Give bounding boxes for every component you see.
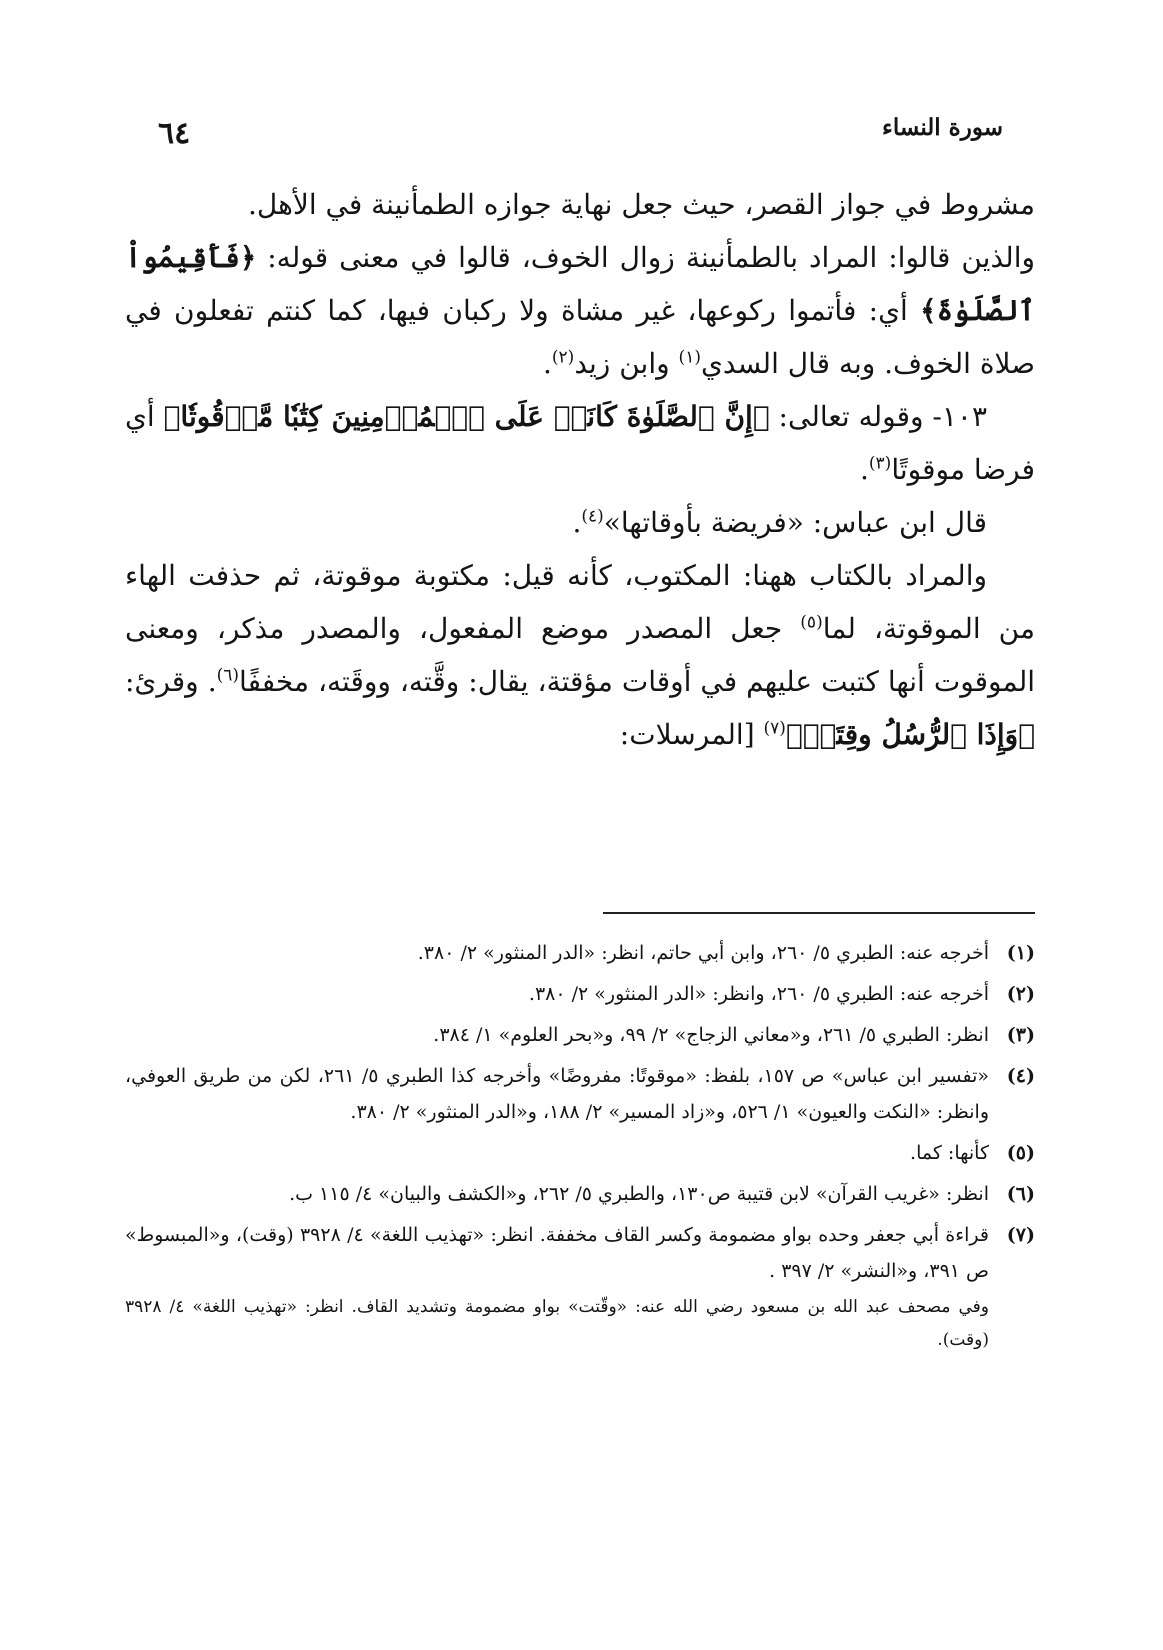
footnote-number: (٧)	[1006, 1224, 1035, 1246]
verse-number-text: ١٠٣- وقوله تعالى:	[769, 400, 987, 433]
footnote-6	[125, 1176, 1035, 1212]
paragraph-1: مشروط في جواز القصر، حيث جعل نهاية جوازه الطمأنينة في الأهل.	[248, 188, 1035, 221]
footnote-number: (٢)	[1006, 983, 1035, 1005]
text-run: جعل المصدر موضع المفعول، والمصدر مذكر، ومعنى الموقوت أنها كتبت عليهم في أوقات مؤقتة، يقال: وقَّته، ووقَته، مخففًا	[125, 612, 1036, 698]
text-run: والذين قالوا: المراد بالطمأنينة زوال الخوف، قالوا في معنى قوله:	[267, 241, 1035, 274]
quran-verse: ﴿وَإِذَا ٱلرُّسُلُ وقِتَتۡ﴾	[785, 718, 1035, 751]
footnote-ref-2[interactable]: (٢)	[551, 347, 575, 368]
footnote-text: انظر: «غريب القرآن» لابن قتيبة ص١٣٠، والطبري ٥/ ٢٦٢، و«الكشف والبيان» ٤/ ١١٥ ب.	[289, 1183, 989, 1205]
footnote-ref-7[interactable]: (٧)	[763, 718, 786, 739]
footnote-ref-4[interactable]: (٤)	[581, 506, 604, 527]
footnote-number: (٥)	[1006, 1142, 1035, 1164]
footnote-3	[125, 1017, 1035, 1053]
footnote-2	[125, 976, 1035, 1012]
text-run: .	[859, 453, 869, 486]
text-run: أي فرضا موقوتًا	[125, 400, 1035, 486]
quran-verse: ﴿فَأَقِيمُواْ ٱلصَّلَوٰةَ﴾	[125, 241, 1035, 327]
footnote-5	[125, 1135, 1035, 1171]
surah-title: سورة النساء	[882, 114, 1003, 141]
text-run: .	[572, 506, 582, 539]
footnote-text: أخرجه عنه: الطبري ٥/ ٢٦٠، وانظر: «الدر المنثور» ٢/ ٣٨٠.	[528, 983, 989, 1005]
footnotes	[125, 935, 1035, 1362]
footnote-divider	[603, 912, 1035, 914]
running-header	[140, 110, 1023, 160]
footnote-ref-3[interactable]: (٣)	[868, 453, 892, 474]
footnote-ref-6[interactable]: (٦)	[216, 665, 240, 686]
footnote-number: (٣)	[1006, 1024, 1035, 1046]
paragraph-3	[125, 390, 1035, 496]
footnote-text	[125, 1217, 989, 1357]
footnote-text: كأنها: كما.	[910, 1142, 989, 1164]
footnote-7	[125, 1217, 1035, 1357]
text-run: والمراد بالكتاب ههنا: المكتوب، كأنه قيل: مكتوبة موقوتة، ثم حذفت الهاء من الموقوتة، لما	[125, 559, 1035, 645]
footnote-continuation: وفي مصحف عبد الله بن مسعود رضي الله عنه: «وقّتت» بواو مضمومة وتشديد القاف. انظر: «تهذيب اللغة» ٤/ ٣٩٢٨ (وقت).	[125, 1297, 989, 1350]
footnote-main-text: قراءة أبي جعفر وحده بواو مضمومة وكسر القاف مخففة. انظر: «تهذيب اللغة» ٤/ ٣٩٢٨ (وقت)، و«المبسوط» ص ٣٩١، و«النشر» ٢/ ٣٩٧ .	[125, 1224, 990, 1282]
footnote-number: (١)	[1006, 942, 1035, 964]
footnote-text: «تفسير ابن عباس» ص ١٥٧، بلفظ: «موقوتًا: مفروضًا» وأخرجه كذا الطبري ٥/ ٢٦١، لكن من طريق العوفي، وانظر: «النكت والعيون» ١/ ٥٢٦، و«زاد المسير» ٢/ ١٨٨، و«الدر المنثور» ٢/ ٣٨٠.	[125, 1065, 989, 1123]
footnote-4	[125, 1058, 1035, 1130]
main-text	[125, 178, 1035, 761]
paragraph-2	[125, 231, 1035, 390]
footnote-number: (٤)	[1006, 1065, 1035, 1087]
footnote-text: أخرجه عنه: الطبري ٥/ ٢٦٠، وابن أبي حاتم، انظر: «الدر المنثور» ٢/ ٣٨٠.	[417, 942, 989, 964]
footnote-ref-1[interactable]: (١)	[678, 347, 701, 368]
text-run: .	[542, 347, 552, 380]
text-run: وابن زيد	[574, 347, 679, 380]
footnote-ref-5[interactable]: (٥)	[800, 612, 823, 633]
footnote-1	[125, 935, 1035, 971]
text-run: [المرسلات:	[619, 718, 764, 751]
paragraph-4	[125, 496, 1035, 549]
paragraph-5	[125, 549, 1035, 761]
text-run: . وقرئ:	[125, 665, 217, 698]
footnote-text: انظر: الطبري ٥/ ٢٦١، و«معاني الزجاج» ٢/ ٩٩، و«بحر العلوم» ١/ ٣٨٤.	[433, 1024, 989, 1046]
footnote-number: (٦)	[1006, 1183, 1035, 1205]
text-run: أي: فأتموا ركوعها، غير مشاة ولا ركبان فيها، كما كنتم تفعلون في صلاة الخوف. وبه قال السدي	[125, 294, 1035, 380]
page-number: ٦٤	[158, 116, 191, 151]
quran-verse: ﴿إِنَّ ٱلصَّلَوٰةَ كَانَتۡ عَلَى ٱلۡمُؤۡمِنِينَ كِتَٰبٗا مَّوۡقُوتٗا﴾	[163, 400, 770, 433]
text-run: قال ابن عباس: «فريضة بأوقاتها»	[603, 506, 987, 539]
